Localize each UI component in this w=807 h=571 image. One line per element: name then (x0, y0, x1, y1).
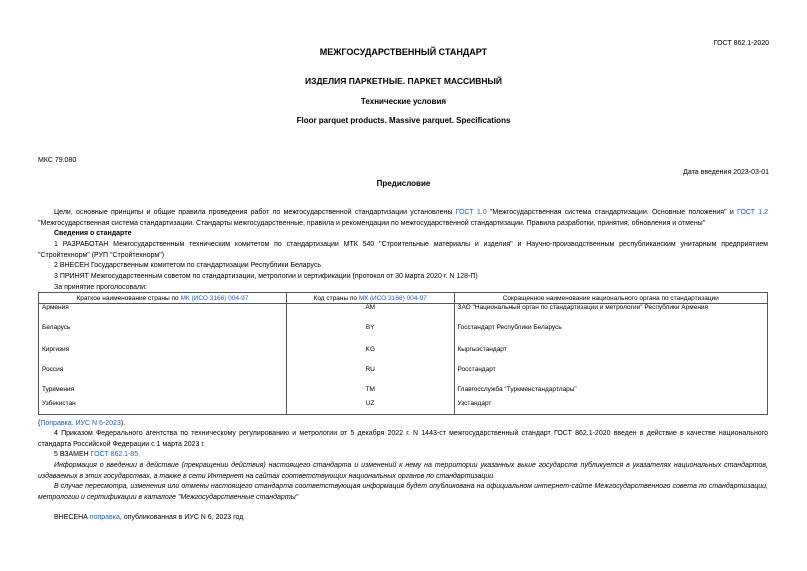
cell-code: AM (286, 304, 454, 320)
standard-type: МЕЖГОСУДАРСТВЕННЫЙ СТАНДАРТ (319, 47, 488, 57)
info-item-2: 2 ВНЕСЕН Государственным комитетом по стандартизации Республики Беларусь (54, 262, 321, 269)
mk-iso-link[interactable]: МК (ИСО 3166) 004-97 (180, 294, 249, 302)
column-header-organization: Сокращенное наименование национального органа по стандартизации (454, 293, 767, 304)
table-row (39, 340, 768, 360)
cell-code: BY (286, 320, 454, 340)
table-header-row (39, 293, 768, 304)
cell-code: KG (286, 340, 454, 360)
table-row (39, 400, 768, 415)
info-item-4: 4 Приказом Федерального агентства по техническому регулированию и метрологии от 5 декабря 2022 г. N 1443-ст межгосударственный стандарт ГОСТ 862.1-2020 введен в действие в качестве национального стандарта Российской Федерации с 1 марта 2023 г. (38, 430, 768, 448)
amendment-footer (38, 512, 768, 523)
document-subtitle: Технические условия (360, 97, 447, 106)
info-item-3: 3 ПРИНЯТ Межгосударственным советом по стандартизации, метрологии и сертификации (протокол от 30 марта 2020 г. N 128-П) (54, 273, 478, 280)
cell-code: TM (286, 380, 454, 400)
table-row (39, 360, 768, 380)
cell-code: RU (286, 360, 454, 380)
document-code: ГОСТ 862.1-2020 (713, 40, 769, 47)
gost-862-1-85-link[interactable]: ГОСТ 862.1-85 (90, 451, 139, 458)
amendment-footer-link[interactable]: поправка (89, 514, 120, 521)
header-text: Краткое наименование страны по (76, 294, 181, 302)
standard-info-heading: Сведения о стандарте (54, 230, 132, 237)
column-header-country (39, 293, 287, 304)
preface-text: Цели, основные принципы и общие правила проведения работ по межгосударственной стандартизации установлены (54, 209, 456, 216)
preface-text: "Межгосударственная система стандартизации. Стандарты межгосударственные, правила и рекомендации по межгосударственной стандартизации. Правила разработки, принятия, обновления и отмены" (38, 220, 706, 227)
cell-country: Армения (39, 304, 287, 320)
amendment-link[interactable]: Поправка. ИУС N 6-2023 (40, 420, 121, 427)
gost-1-2-link[interactable]: ГОСТ 1.2 (737, 209, 768, 216)
info-item-5 (38, 449, 768, 460)
cell-country: Киргизия (39, 340, 287, 360)
countries-table (38, 292, 768, 415)
document-title: ИЗДЕЛИЯ ПАРКЕТНЫЕ. ПАРКЕТ МАССИВНЫЙ (305, 76, 502, 86)
cell-country: Россия (39, 360, 287, 380)
publication-info: Информация о введении в действие (прекращении действия) настоящего стандарта и изменений к нему на территории указанных выше государств публикуется в указателях национальных стандартов, издаваемых в этих государствах, а также в сети Интернет на сайтах соответствующих национальных органов по стандартизации. (38, 462, 768, 480)
footer-text: ВНЕСЕНА (54, 514, 90, 521)
voted-label: За принятие проголосовали: (54, 284, 147, 291)
preface-text: "Межгосударственная система стандартизации. Основные положения" и (486, 209, 738, 216)
cell-country: Беларусь (39, 320, 287, 340)
revision-info: В случае пересмотра, изменения или отмены настоящего стандарта соответствующая информация будет опубликована на официальном интернет-сайте Межгосударственного совета по стандартизации, метрологии и сертификации в каталоге "Межгосударственные стандарты" (38, 483, 768, 501)
amendment-note: (Поправка. ИУС N 6-2023). (38, 420, 126, 427)
document-title-en: Floor parquet products. Massive parquet. Specifications (296, 116, 511, 125)
cell-organization: Узстандарт (454, 400, 767, 415)
intro-date: Дата введения 2023-03-01 (683, 169, 769, 176)
cell-country: Узбекистан (39, 400, 287, 415)
gost-1-0-link[interactable]: ГОСТ 1.0 (455, 209, 487, 216)
item-5-text: 5 ВЗАМЕН (54, 451, 91, 458)
header-text: Код страны по (313, 294, 359, 302)
cell-organization: Главгосслужба "Туркменстандартлары" (454, 380, 767, 400)
cell-code: UZ (286, 400, 454, 415)
cell-organization: ЗАО "Национальный орган по стандартизации и метрологии" Республики Армения (454, 304, 767, 320)
mks-code: МКС 79.080 (38, 157, 77, 164)
column-header-code (286, 293, 454, 304)
table-row (39, 304, 768, 320)
cell-organization: Госстандарт Республики Беларусь (454, 320, 767, 340)
footer-text: , опубликованная в ИУС N 6, 2023 год (119, 514, 244, 521)
info-item-1: 1 РАЗРАБОТАН Межгосударственным техническим комитетом по стандартизации МТК 540 "Строительные материалы и изделия" и Научно-производственным республиканским унитарным предприятием "Стройтехнорм" (РУП "Стройтехнорм") (38, 241, 768, 259)
preface-paragraph-1 (38, 207, 768, 229)
cell-organization: Росстандарт (454, 360, 767, 380)
cell-organization: Кыргызстандарт (454, 340, 767, 360)
table-row (39, 380, 768, 400)
table-row (39, 320, 768, 340)
cell-country: Туркмения (39, 380, 287, 400)
preface-heading: Предисловие (376, 179, 431, 188)
mk-iso-link[interactable]: МК (ИСО 3166) 004-97 (358, 294, 427, 302)
